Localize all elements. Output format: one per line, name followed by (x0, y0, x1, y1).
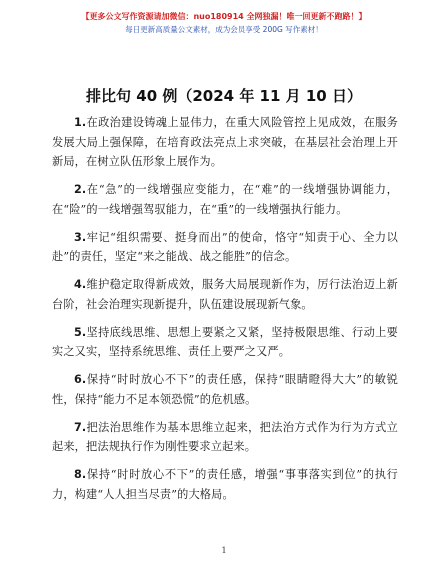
paragraph-text: 在政治建设铸魂上显伟力，在重大风险管控上见成效，在服务发展大局上强保障，在培育政法亮点上求突破，在基层社会治理上开新局，在树立队伍形象上展作为。 (52, 116, 398, 168)
paragraph-5 (52, 323, 398, 362)
paragraph-text: 牢记“组织需要、挺身而出”的使命，恪守“知责于心、全力以赴”的责任，坚定“来之能战、战之能胜”的信念。 (52, 230, 398, 263)
paragraph-text: 保持“时时放心不下”的责任感，保持“眼睛瞪得大大”的敏锐性，保持“能力不足本领恐慌”的危机感。 (52, 373, 398, 406)
paragraph-2 (52, 180, 398, 219)
paragraph-text: 坚持底线思维、思想上要紧之又紧，坚持极限思维、行动上要实之又实，坚持系统思维、责任上要严之又严。 (52, 325, 398, 358)
paragraph-number: 3. (74, 230, 87, 244)
paragraph-text: 维护稳定取得新成效，服务大局展现新作为，厉行法治迈上新台阶，社会治理实现新提升，队伍建设展现新气象。 (52, 278, 398, 311)
paragraph-text: 保持“时时放心不下”的责任感，增强“事事落实到位”的执行力，构建“人人担当尽责”的大格局。 (52, 468, 398, 501)
paragraph-number: 5. (74, 325, 87, 339)
paragraph-text: 在“急”的一线增强应变能力，在“难”的一线增强协调能力，在“险”的一线增强驾驭能力，在“重”的一线增强执行能力。 (52, 183, 398, 216)
document-body (52, 113, 398, 513)
paragraph-number: 1. (74, 116, 87, 129)
paragraph-number: 6. (74, 373, 87, 386)
paragraph-text: 把法治思维作为基本思维立起来，把法治方式作为行为方式立起来，把法规执行作为刚性要求立起来。 (52, 420, 398, 453)
paragraph-7 (52, 418, 398, 457)
promo-banner-line-2: 每日更新高质量公文素材，成为会员享受 200G 写作素材！ (125, 25, 323, 34)
paragraph-number: 4. (74, 278, 87, 291)
paragraph-number: 8. (74, 468, 87, 481)
paragraph-3 (52, 228, 398, 267)
paragraph-8 (52, 465, 398, 504)
promo-banner (0, 11, 448, 36)
document-title: 排比句 40 例（2024 年 11 月 10 日） (86, 87, 362, 105)
paragraph-4 (52, 275, 398, 314)
promo-banner-line-1: 【更多公文写作资源请加微信：nuo180914 全网独漏！唯一回更新不跑路！】 (81, 12, 367, 21)
paragraph-6 (52, 370, 398, 409)
paragraph-number: 2. (74, 183, 87, 196)
paragraph-1 (52, 113, 398, 172)
paragraph-number: 7. (74, 420, 87, 434)
page-number: 1 (221, 546, 227, 555)
